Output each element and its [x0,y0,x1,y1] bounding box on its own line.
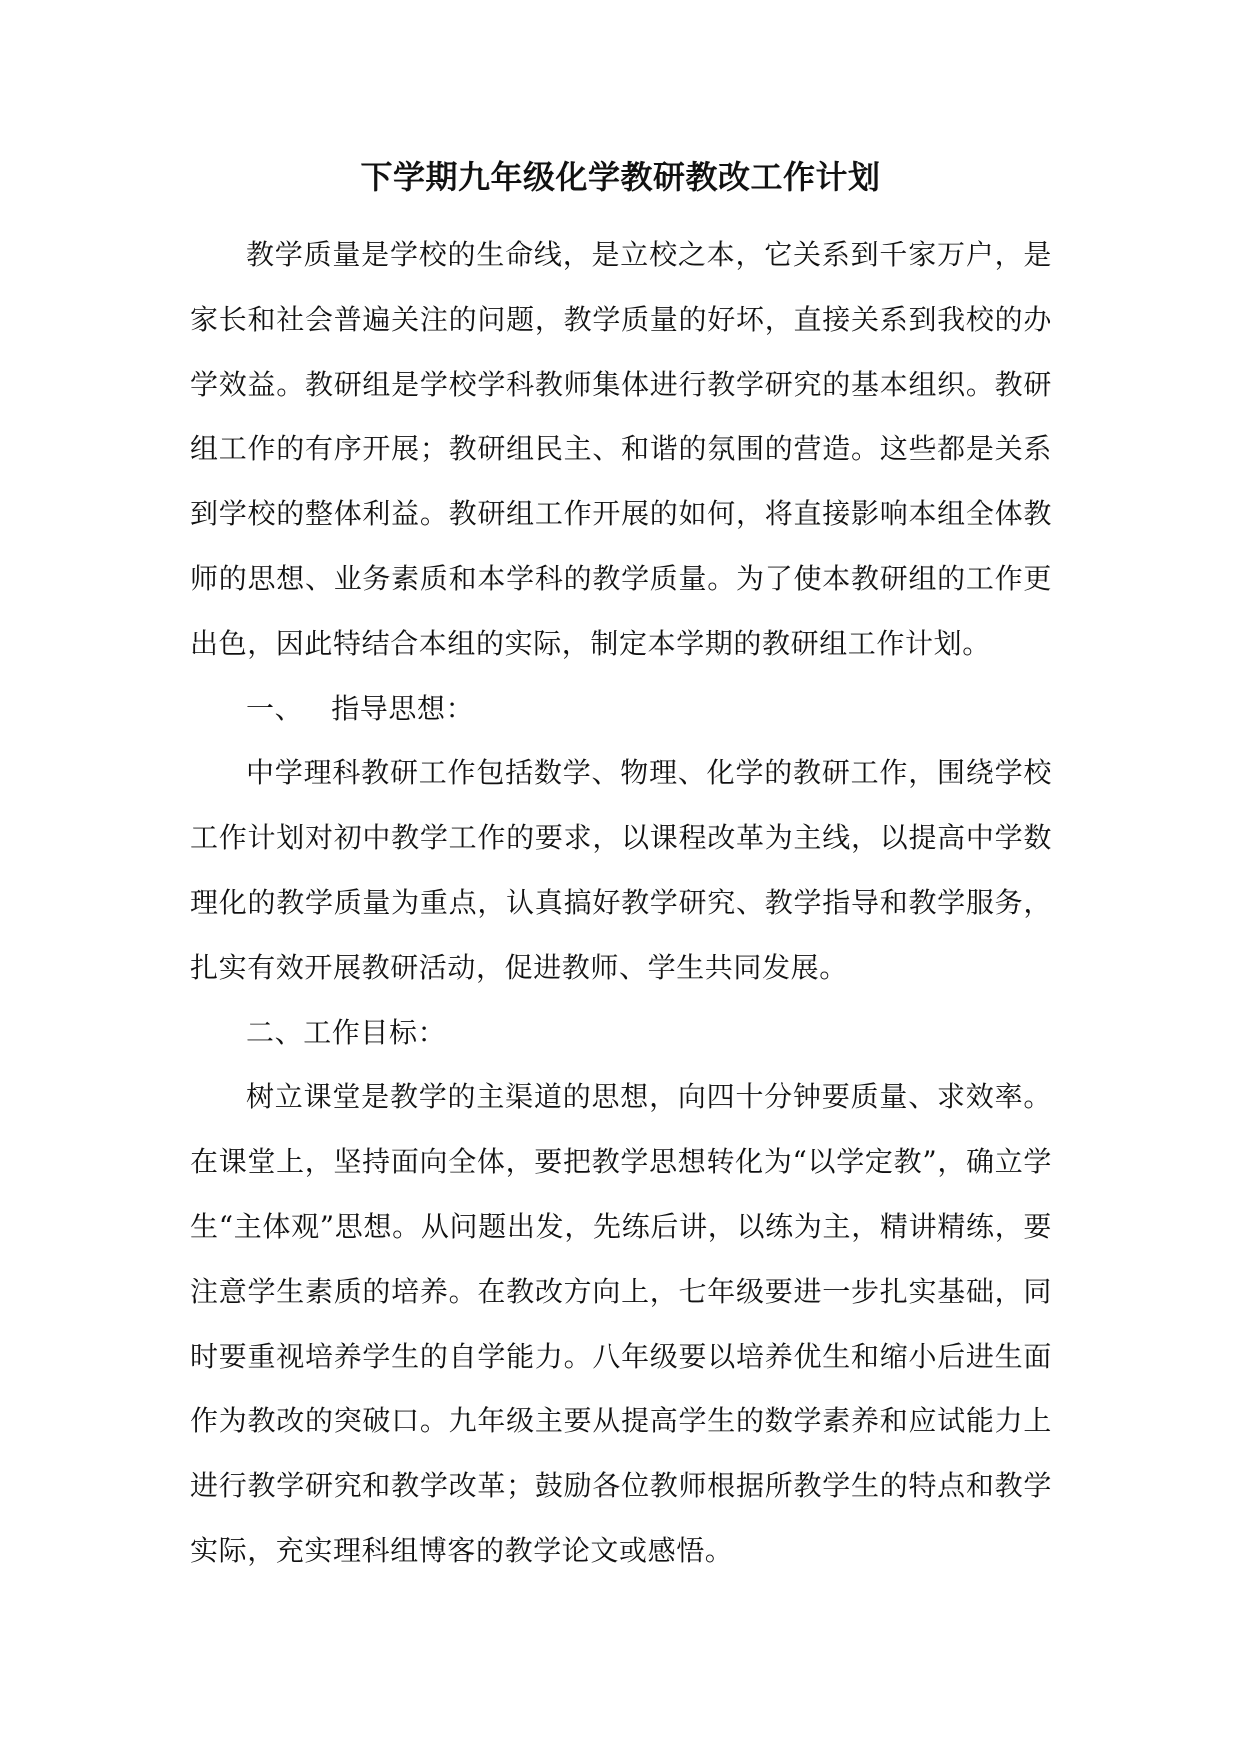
document-title: 下学期九年级化学教研教改工作计划 [360,158,881,196]
section-heading-work-goals [190,1001,1052,1066]
section-heading-text: 工作目标： [303,1015,447,1049]
section-number: 二、 [246,1015,304,1049]
section-paragraph-guiding-ideology: 中学理科教研工作包括数学、物理、化学的教研工作，围绕学校工作计划对初中教学工作的要求，以课程改革为主线，以提高中学数理化的教学质量为重点，认真搞好教学研究、教学指导和教学服务，扎实有效开展教研活动，促进教师、学生共同发展。 [190,756,1052,984]
section-number: 一、 [246,691,304,725]
section-paragraph-work-goals: 树立课堂是教学的主渠道的思想，向四十分钟要质量、求效率。在课堂上，坚持面向全体，要把教学思想转化为“以学定教”，确立学生“主体观”思想。从问题出发，先练后讲，以练为主，精讲精练，要注意学生素质的培养。在教改方向上，七年级要进一步扎实基础，同时要重视培养学生的自学能力。八年级要以培养优生和缩小后进生面作为教改的突破口。九年级主要从提高学生的数学素养和应试能力上进行教学研究和教学改革；鼓励各位教师根据所教学生的特点和教学实际，充实理科组博客的教学论文或感悟。 [190,1080,1052,1567]
document-body [190,223,1052,1584]
section-heading-text: 指导思想： [331,691,475,725]
intro-paragraph: 教学质量是学校的生命线，是立校之本，它关系到千家万户，是家长和社会普遍关注的问题，教学质量的好坏，直接关系到我校的办学效益。教研组是学校学科教师集体进行教学研究的基本组织。教研组工作的有序开展；教研组民主、和谐的氛围的营造。这些都是关系到学校的整体利益。教研组工作开展的如何，将直接影响本组全体教师的思想、业务素质和本学科的教学质量。为了使本教研组的工作更出色，因此特结合本组的实际，制定本学期的教研组工作计划。 [190,238,1052,660]
section-heading-guiding-ideology [190,677,1052,742]
